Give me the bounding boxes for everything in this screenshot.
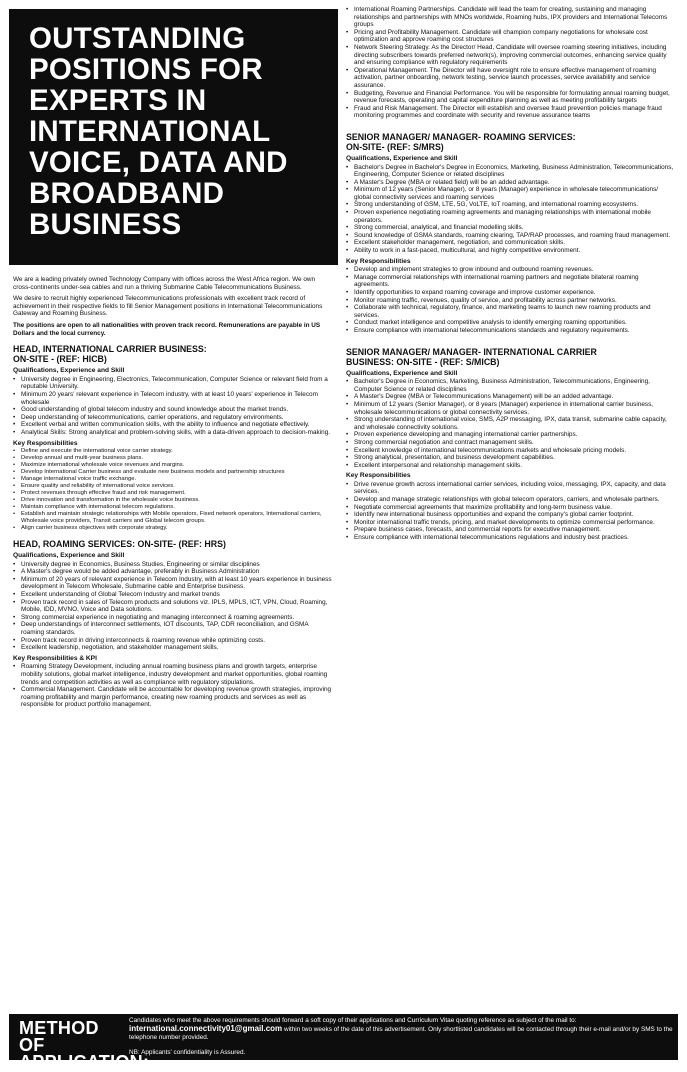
bullet-item: • Analytical Skills: Strong analytical and problem-solving skills, with a data-driven approach to decision-making. xyxy=(13,429,333,437)
bullet-item: • Bachelor's Degree in Bachelor's Degree in Economics, Marketing, Business Administration, Telecommunications, Engineering, Computer Science or related disciplines xyxy=(346,164,674,179)
application-footer xyxy=(9,1014,678,1072)
bullet-item: • Negotiate commercial agreements that maximize profitability and long-term business value. xyxy=(346,504,674,512)
bullet-item: • Manage commercial relationships with international roaming partners and negotiate bilateral roaming agreements. xyxy=(346,274,674,289)
bullet-item: • Monitor international traffic trends, pricing, and market developments to optimize commercial performance. xyxy=(346,519,674,527)
intro-bold-text: The positions are open to all nationalities with proven track record. Remunerations are payable in US Dollars and the local currency. xyxy=(13,321,321,337)
bullet-item: • Maximize international wholesale voice revenues and margins. xyxy=(13,462,333,469)
bullet-item: • Good understanding of global telecom industry and sound knowledge about the market trends. xyxy=(13,406,333,414)
responsibilities-list xyxy=(13,448,333,532)
position-title-line: BUSINESS: ON-SITE - (REF: S/MICB) xyxy=(346,356,500,367)
bullet-item: • International Roaming Partnerships. Candidate will lead the team for creating, sustaining and managing relationships and partnerships with MNOs worldwide, Roaming hubs, IPX providers and International Telecoms groups xyxy=(346,6,674,29)
intro-paragraph xyxy=(13,322,333,337)
bullet-item: • Roaming Strategy Development, including annual roaming business plans and growth targets, enterprise mobility solutions, global market intelligence, industry development and market opportunities, global roaming trends and competition activities as well as compliance with regulatory stipulations. xyxy=(13,663,333,686)
bullet-item: • Develop annual and multi-year business plans. xyxy=(13,455,333,462)
bullet-item: • Proven experience negotiating roaming agreements and managing relationships with international mobile operators. xyxy=(346,209,674,224)
position-title-line: ON-SITE- (REF: S/MRS) xyxy=(346,141,444,152)
bullet-item: • Strong understanding of GSM, LTE, 5G, VoLTE, IoT roaming, and international roaming ecosystems. xyxy=(346,201,674,209)
bullet-item: • Fraud and Risk Management. The Director will establish and oversee fraud prevention policies manage fraud monitoring programmes and coordinate with security and revenue assurance teams xyxy=(346,105,674,120)
qualifications-list xyxy=(13,561,333,652)
qualifications-heading: Qualifications, Experience and Skill xyxy=(13,552,125,560)
bullet-item: • Proven track record in sales of Telecom products and solutions viz. IPLS, MPLS, ICT, VPN, Cloud, Roaming, Mobile, IDD, MVNO, Voice and Data solutions. xyxy=(13,599,333,614)
responsibilities-list-continued xyxy=(346,6,674,120)
bullet-item: • Excellent verbal and written communication skills, with the ability to influence and negotiate effectively. xyxy=(13,421,333,429)
qualifications-list xyxy=(346,164,674,255)
bullet-item: • A Master's Degree (MBA or Telecommunications Management) will be an added advantage. xyxy=(346,393,674,401)
bullet-item: • Develop International Carrier business and evaluate new business models and partnership structures xyxy=(13,469,333,476)
responsibilities-heading: Key Responsibilities & KPI xyxy=(13,654,97,662)
bullet-item: • Protect revenues through effective fraud and risk management. xyxy=(13,490,333,497)
bullet-item: • Excellent understanding of Global Telecom Industry and market trends xyxy=(13,591,333,599)
bullet-item: • Budgeting, Revenue and Financial Performance. You will be responsible for formulating annual roaming budget, revenue forecasts, operating and capital expenditure planning as well as meeting profitability targets xyxy=(346,90,674,105)
bullet-item: • Minimum of 12 years (Senior Manager), or 8 years (Manager) experience in international carrier business, wholesale telecommunications or global connectivity services. xyxy=(346,401,674,416)
bullet-item: • Operational Management. The Director will have oversight role to ensure effective management of roaming activation, partner onboarding, network testing, service launch processes, service availability and service assurance. xyxy=(346,67,674,90)
position-title-smicb xyxy=(346,347,674,367)
bullet-item: • Ensure compliance with international telecommunications regulations and industry best practices. xyxy=(346,534,674,542)
bullet-item: • Strong commercial, analytical, and financial modelling skills. xyxy=(346,224,674,232)
bullet-item: • Develop and implement strategies to grow inbound and outbound roaming revenues. xyxy=(346,266,674,274)
qualifications-heading: Qualifications, Experience and Skill xyxy=(346,154,458,162)
responsibilities-heading: Key Responsibilities xyxy=(346,257,411,265)
left-column xyxy=(13,276,333,709)
position-title-line: SENIOR MANAGER/ MANAGER- ROAMING SERVICES: xyxy=(346,131,576,142)
bullet-item: • Pricing and Profitability Management. Candidate will champion company negotiations for wholesale cost optimization and approve roaming cost structures xyxy=(346,29,674,44)
position-title-line: ON-SITE - (REF: HICB) xyxy=(13,354,107,365)
right-column xyxy=(346,6,674,542)
bullet-item: • Proven track record in driving interconnects & roaming revenue while optimizing costs. xyxy=(13,637,333,645)
bullet-item: • Minimum 20 years' relevant experience in Telecom industry, with at least 10 years' experience in Telecom wholesale xyxy=(13,391,333,406)
position-title-smrs xyxy=(346,132,674,152)
bullet-item: • Strong commercial experience in negotiating and managing interconnect & roaming agreements. xyxy=(13,614,333,622)
bullet-item: • Commercial Management. Candidate will be accountable for developing revenue growth strategies, improving roaming profitability and margin performance, creating new roaming products and services as well as responsible for product portfolio management. xyxy=(13,686,333,709)
position-title-line: HEAD, INTERNATIONAL CARRIER BUSINESS: xyxy=(13,344,207,355)
bullet-item: • University degree in Engineering, Electronics, Telecommunication, Computer Science or relevant field from a reputable University. xyxy=(13,376,333,391)
bullet-item: • Minimum of 12 years (Senior Manager), or 8 years (Manager) experience in wholesale telecommunications/ global connectivity services and roaming services xyxy=(346,186,674,201)
bullet-item: • University degree in Economics, Business Studies, Engineering or similar disciplines xyxy=(13,561,333,569)
method-heading xyxy=(19,1018,150,1072)
responsibilities-heading: Key Responsibilities xyxy=(13,439,78,447)
position-title-line: SENIOR MANAGER/ MANAGER- INTERNATIONAL CARRIER xyxy=(346,346,597,357)
bullet-item: • Excellent interpersonal and relationship management skills. xyxy=(346,462,674,470)
bullet-item: • Drive revenue growth across international carrier services, including voice, messaging, IPX, capacity, and data services. xyxy=(346,481,674,496)
bullet-item: • Collaborate with technical, regulatory, finance, and marketing teams to launch new roaming products and services. xyxy=(346,304,674,319)
responsibilities-list xyxy=(346,266,674,334)
position-title-hicb xyxy=(13,344,333,364)
bullet-item: • Proven experience developing and managing international carrier partnerships. xyxy=(346,431,674,439)
headline-block xyxy=(9,9,338,265)
qualifications-heading: Qualifications, Experience and Skill xyxy=(13,367,125,375)
bullet-item: • Monitor roaming traffic, revenues, quality of service, and profitability across partner networks. xyxy=(346,297,674,305)
application-instructions xyxy=(129,1017,674,1043)
bullet-item: • Ensure compliance with international telecommunications standards and regulatory requirements. xyxy=(346,327,674,335)
bullet-item: • Sound knowledge of GSMA standards, roaming clearing, TAP/RAP processes, and roaming fraud management. xyxy=(346,232,674,240)
position-title-hrs: HEAD, ROAMING SERVICES: ON-SITE- (REF: HRS) xyxy=(13,539,226,550)
method-heading-line: METHOD OF xyxy=(19,1018,99,1055)
headline-line: OUTSTANDING xyxy=(29,22,246,55)
qualifications-list xyxy=(13,376,333,437)
headline xyxy=(29,23,326,240)
bullet-item: • Identify new international business opportunities and expand the company's global carrier footprint. xyxy=(346,511,674,519)
bullet-item: • Minimum of 20 years of relevant experience in Telecom Industry, with at least 10 years experience in business development in Telecom Wholesale, Submarine cable and Enterprise business. xyxy=(13,576,333,591)
bullet-item: • Manage international voice traffic exchange. xyxy=(13,476,333,483)
bullet-item: • A Master's degree would be added advantage, preferably in Business Administration xyxy=(13,568,333,576)
bullet-item: • Ability to work in a fast-paced, multicultural, and highly competitive environment. xyxy=(346,247,674,255)
bullet-item: • Define and execute the international voice carrier strategy. xyxy=(13,448,333,455)
bullet-item: • Deep understanding of telecommunications, carrier operations, and regulatory environments. xyxy=(13,414,333,422)
bullet-item: • Strong analytical, presentation, and business development capabilities. xyxy=(346,454,674,462)
bullet-item: • Develop and manage strategic relationships with global telecom operators, carriers, and wholesale partners. xyxy=(346,496,674,504)
bullet-item: • Prepare business cases, forecasts, and commercial reports for executive management. xyxy=(346,526,674,534)
bullet-item: • Excellent leadership, negotiation, and stakeholder management skills. xyxy=(13,644,333,652)
bullet-item: • Drive innovation and transformation in the wholesale voice business. xyxy=(13,497,333,504)
instructions-text: within two weeks of the date of this advertisement. Only shortlisted candidates will be contacted through their e-mail and/or by SMS to the telephone number provided. xyxy=(129,1026,673,1042)
headline-line: VOICE, DATA AND xyxy=(29,146,288,179)
bullet-item: • Bachelor's Degree in Economics, Marketing, Business Administration, Telecommunications, Engineering, Computer Science or related disciplines xyxy=(346,378,674,393)
bullet-item: • Excellent stakeholder management, negotiation, and communication skills. xyxy=(346,239,674,247)
headline-line: POSITIONS FOR xyxy=(29,53,263,86)
responsibilities-list xyxy=(13,663,333,709)
headline-line: EXPERTS IN xyxy=(29,84,207,117)
bullet-item: • Deep understandings of interconnect settlements, IOT discounts, TAP, CDR reconciliation, and GSMA roaming standards. xyxy=(13,621,333,636)
headline-line: INTERNATIONAL xyxy=(29,115,271,148)
bullet-item: • Strong commercial negotiation and contract management skills. xyxy=(346,439,674,447)
bullet-item: • Strong understanding of international voice, SMS, A2P messaging, IPX, data transit, submarine cable capacity, and wholesale connectivity solutions. xyxy=(346,416,674,431)
method-heading-line: APPLICATION: xyxy=(19,1052,150,1072)
headline-line: BUSINESS xyxy=(29,208,182,241)
responsibilities-heading: Key Responsibilities xyxy=(346,472,411,480)
bullet-item: • Establish and maintain strategic relationships with Mobile operators, Fixed network operators, International carriers, Wholesale voice providers, Transit carriers and Global telecom groups. xyxy=(13,511,333,525)
bullet-item: • Identify opportunities to expand roaming coverage and improve customer experience. xyxy=(346,289,674,297)
bullet-item: • Align carrier business objectives with corporate strategy. xyxy=(13,525,333,532)
bullet-item: • Excellent knowledge of international telecommunications markets and wholesale pricing models. xyxy=(346,447,674,455)
instructions-text: Candidates who meet the above requirements should forward a soft copy of their applications and Curriculum Vitae quoting reference as subject of the mail to: xyxy=(129,1017,577,1024)
headline-line: BROADBAND xyxy=(29,177,225,210)
qualifications-list xyxy=(346,378,674,469)
bullet-item: • Network Steering Strategy. As the Director/ Head, Candidate will oversee roaming steering initiatives, including directing subscribers towards preferred network(s), improving commercial outcomes, enhancing service quality and ensuring compliance with regulatory requirements xyxy=(346,44,674,67)
intro-paragraph: We desire to recruit highly experienced Telecommunications professionals with excellent track record of achievement in their respective fields to fill Senior Management positions in International Telecommunications Gateway and Roaming Business. xyxy=(13,295,323,318)
bullet-item: • Ensure quality and reliability of international voice services. xyxy=(13,483,333,490)
application-email-link[interactable]: international.connectivity01@gmail.com xyxy=(129,1024,283,1034)
responsibilities-list xyxy=(346,481,674,542)
qualifications-heading: Qualifications, Experience and Skill xyxy=(346,369,458,377)
bullet-item: • Conduct market intelligence and competitive analysis to identify emerging roaming opportunities. xyxy=(346,319,674,327)
bullet-item: • A Master's Degree (MBA or related field) will be an added advantage. xyxy=(346,179,674,187)
intro-paragraph: We are a leading privately owned Technology Company with offices across the West Africa region. We own cross-continents under-sea cables and run a thriving Submarine Cable Telecommunications Business. xyxy=(13,276,316,291)
bullet-item: • Maintain compliance with international telecom regulations. xyxy=(13,504,333,511)
confidentiality-note: NB: Applicants' confidentiality is Assured. xyxy=(129,1049,246,1056)
